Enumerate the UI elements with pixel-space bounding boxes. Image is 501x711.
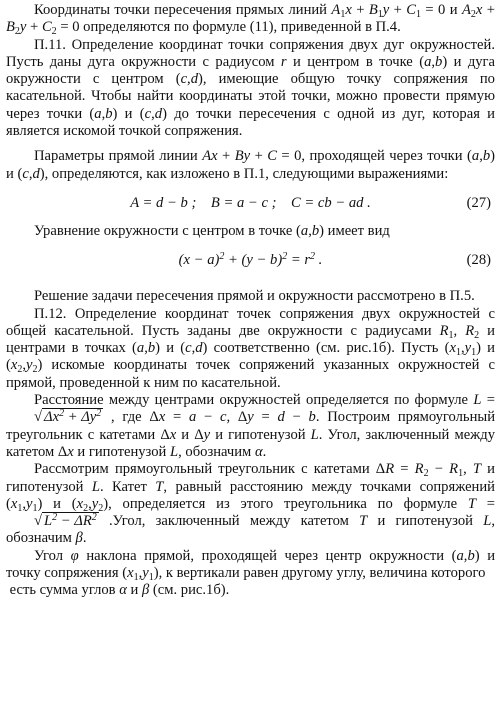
paragraph-section-12: П.12. Определение координат точек сопряжения двух окружностей с общей касательной. Пусть заданы две окружности с радиусами $R_1$, $R_2$ и центрами в точках (a,b) и (c,d) соответственно (см. рис.1б). Пусть $(x_1,y_1)$ и $(x_2,y_2)$ искомые координаты точек сопряжений указанных окружностей с прямой, проведенной к ним по касательной. [6, 305, 495, 391]
paragraph-distance: Расстояние между центрами окружностей определяется по формуле L = √ $\Delta x^2 + \Delta y^2$ , где Δx = a − c, Δy = d − b. Построим прямоугольный треугольник с катетами Δx и Δy и гипотенузой L. Угол, заключенный между катетом Δx и гипотенузой L, обозначим α. [6, 392, 496, 460]
equation-28-number: (28) [466, 252, 491, 269]
paragraph-angle: Угол φ наклона прямой, проходящей через центр окружности (a,b) и точку сопряжения $(x_1,y_1)$, к вертикали равен другому углу, величина которого [6, 547, 496, 584]
paragraph-solution-ref: Решение задачи пересечения прямой и окружности рассмотрено в П.5. [34, 288, 475, 305]
paragraph-0: Координаты точки пересечения прямых линий $A_1x + B_1y + C_1 = 0$ и $A_2x + B_2y + C_2 = 0$ определяются по формуле (11), приведенной в П.4. [6, 2, 495, 38]
equation-27-number: (27) [466, 194, 491, 211]
paragraph-section-11: П.11. Определение координат точки сопряжения двух дуг окружностей. Пусть даны дуга окружности с радиусом r и центром в точке (a,b) и дуга окружности с центром (c,d), имеющие общую точку сопряжения по касательной. Чтобы найти координаты этой точки, можно провести прямую через точки (a,b) и (c,d) до точки пересечения с одной из дуг, которая и является искомой точкой сопряжения. [6, 36, 495, 140]
equation-27 [6, 183, 495, 223]
paragraph-circle: Уравнение окружности с центром в точке (a,b) имеет вид [34, 222, 390, 239]
equation-28 [6, 240, 495, 280]
paragraph-triangle: Рассмотрим прямоугольный треугольник с катетами $\Delta R = R_2 - R_1$, T и гипотенузой L. Катет T, равный расстоянию между точками сопряжений $(x_1,y_1)$ и $(x_2,y_2)$, определяется из этого треугольника по формуле T = √ $L^2 - \Delta R^2$ .Угол, заключенный между катетом T и гипотенузой L, обозначим β. [6, 461, 496, 547]
equation-27-body: A = d − b ; B = a − c ; C = cb − ad . [130, 194, 371, 211]
equation-28-body: $(x - a)^2 + (y - b)^2 = r^2$ . [178, 251, 323, 269]
paragraph-angle-sum: есть сумма углов α и β (см. рис.1б). [6, 582, 230, 599]
paragraph-line-params: Параметры прямой линии Ax + By + C = 0, проходящей через точки (a,b) и (c,d), определяются, как изложено в П.1, следующими выражениями: [6, 148, 496, 182]
